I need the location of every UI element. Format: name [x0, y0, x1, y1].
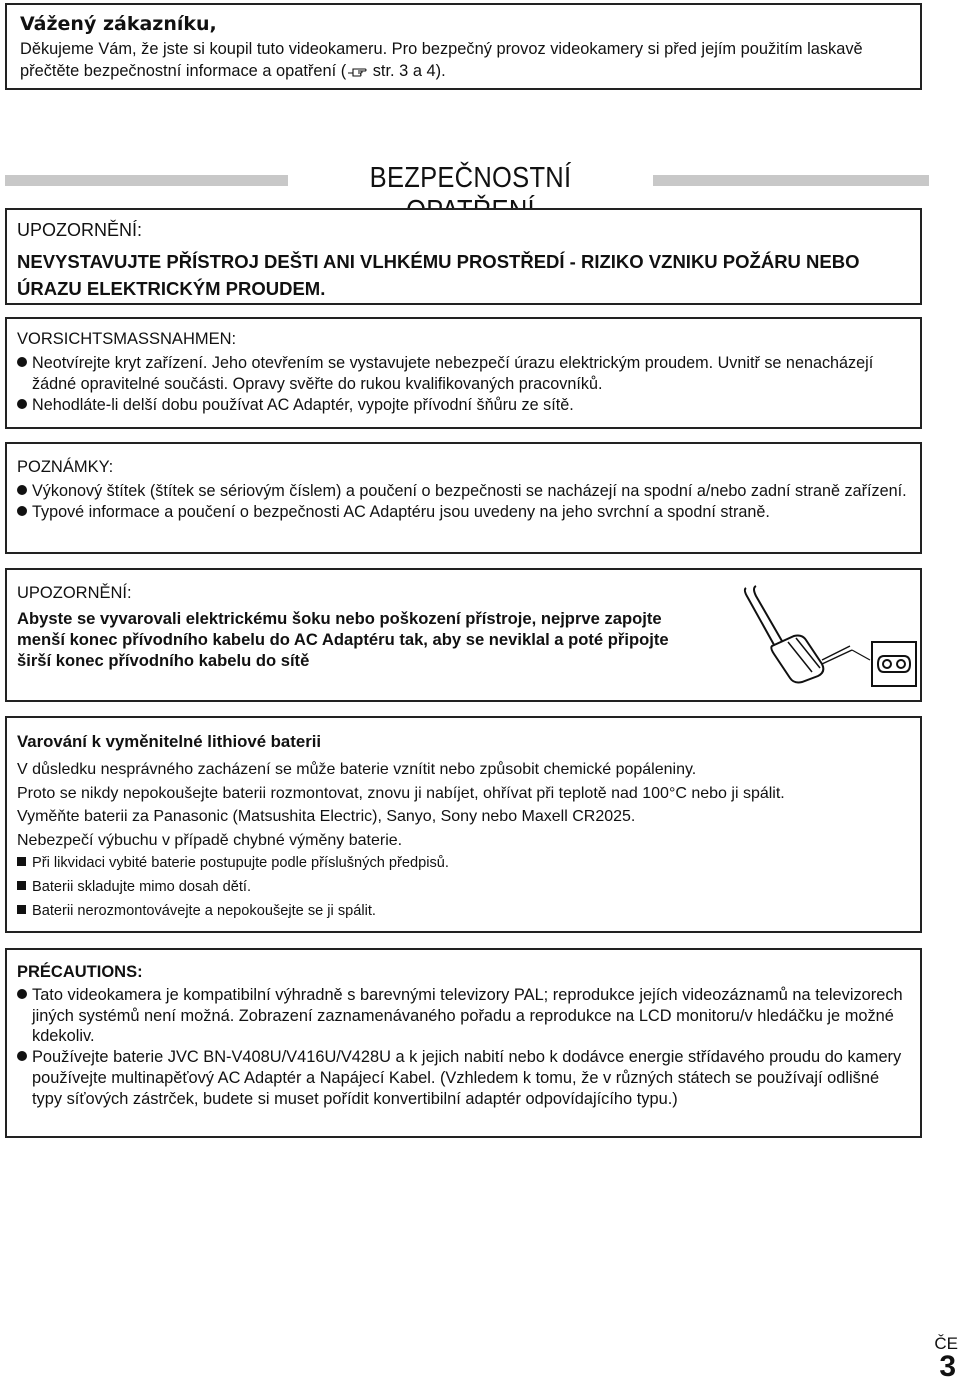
bullet-icon	[17, 1051, 27, 1061]
list-item: Nehodláte-li delší dobu používat AC Adaptér, vypojte přívodní šňůru ze sítě.	[17, 395, 910, 416]
greeting-text: Děkujeme Vám, že jste si koupil tuto videokameru. Pro bezpečný provoz videokamery si před jejím použitím laskavě přečtěte bezpečnostní informace a opatření ( str. 3 a 4).	[20, 40, 863, 80]
bullet-icon	[17, 399, 27, 409]
list-item: Používejte baterie JVC BN-V408U/V416U/V428U a k jejich nabití nebo k dodávce energie střídavého proudu do kamery používejte multinapěťový AC Adaptér a Napájecí Kabel. (Vzhledem k tomu, že v různých státech se používají odlišné typy síťových zástrček, budete si muset pořídit konvertibilní adaptér odpovídajícího typu.)	[17, 1047, 910, 1109]
list-item: Tato videokamera je kompatibilní výhradně s barevnými televizory PAL; reprodukce jejích videozáznamů na televizorech jiných systémů není možná. Zobrazení zaznamenávaného pořadu a reprodukce na LCD monitoru/v hledáčku je možné kdekoliv.	[17, 985, 910, 1047]
greeting-box	[5, 3, 922, 90]
battery-box	[5, 716, 922, 933]
warning-box-1	[5, 208, 922, 305]
list-item: Typové informace a poučení o bezpečnosti AC Adaptéru jsou uvedeny na jeho svrchní a spodní straně.	[17, 502, 910, 523]
precautions-list	[17, 985, 910, 1109]
bullet-icon	[17, 357, 27, 367]
list-item: Baterii nerozmontovávejte a nepokoušejte se ji spálit.	[17, 900, 910, 924]
bullet-icon	[17, 485, 27, 495]
battery-heading: Varování k vyměnitelné lithiové baterii	[17, 732, 322, 751]
precautions-heading: PRÉCAUTIONS:	[17, 963, 143, 981]
notes-heading: POZNÁMKY:	[17, 458, 114, 476]
hand-pointer-icon	[346, 60, 368, 82]
greeting-title: Vážený zákazníku,	[20, 13, 217, 35]
warning2-text: Abyste se vyvarovali elektrickému šoku nebo poškození přístroje, nejprve zapojte menší konec přívodního kabelu do AC Adaptéru tak, aby se neviklal a poté připojte širší konec přívodního kabelu do sítě	[17, 609, 669, 670]
battery-list	[17, 852, 910, 923]
battery-line: Nebezpečí výbuchu v případě chybné výměny baterie.	[17, 831, 403, 849]
bullet-icon	[17, 989, 27, 999]
vorsicht-heading: VORSICHTSMASSNAHMEN:	[17, 330, 237, 348]
battery-line: Proto se nikdy nepokoušejte baterii rozmontovat, znovu ji nabíjet, ohřívat při teplotě nad 100°C nebo ji spálit.	[17, 784, 785, 802]
warning-box-2	[5, 568, 922, 702]
square-bullet-icon	[17, 881, 26, 890]
battery-line: V důsledku nesprávného zacházení se může baterie vznítit nebo způsobit chemické popáleniny.	[17, 761, 697, 778]
vorsicht-list	[17, 353, 910, 416]
page-number: 3	[939, 1350, 956, 1383]
square-bullet-icon	[17, 905, 26, 914]
warning2-heading: UPOZORNĚNÍ:	[17, 584, 132, 602]
vorsicht-box	[5, 317, 922, 429]
footer-lang: ČE	[934, 1334, 958, 1353]
section-title: BEZPEČNOSTNÍ	[369, 162, 572, 194]
list-item: Neotvírejte kryt zařízení. Jeho otevřením se vystavujete nebezpečí úrazu elektrickým proudem. Uvnitř se nenacházejí žádné opravitelné součásti. Opravy svěřte do rukou kvalifikovaných pracovníků.	[17, 353, 910, 395]
warning1-heading: UPOZORNĚNÍ:	[17, 220, 143, 240]
bullet-icon	[17, 506, 27, 516]
battery-lines	[17, 758, 910, 852]
warning1-text: NEVYSTAVUJTE PŘÍSTROJ DEŠTI ANI VLHKÉMU PROSTŘEDÍ - RIZIKO VZNIKU POŽÁRU NEBO ÚRAZU ELEKTRICKÝM PROUDEM.	[17, 251, 860, 299]
title-rule-right	[653, 175, 929, 186]
title-rule-left	[5, 175, 288, 186]
power-cord-plug-icon	[742, 580, 922, 698]
list-item: Baterii skladujte mimo dosah dětí.	[17, 876, 910, 900]
precautions-box	[5, 948, 922, 1138]
list-item: Výkonový štítek (štítek se sériovým číslem) a poučení o bezpečnosti se nacházejí na spodní a/nebo zadní straně zařízení.	[17, 481, 910, 502]
section-title-row	[5, 162, 929, 198]
list-item: Při likvidaci vybité baterie postupujte podle příslušných předpisů.	[17, 852, 910, 876]
battery-line: Vyměňte baterii za Panasonic (Matsushita Electric), Sanyo, Sony nebo Maxell CR2025.	[17, 808, 636, 826]
square-bullet-icon	[17, 857, 26, 866]
notes-box	[5, 442, 922, 554]
notes-list	[17, 481, 910, 523]
